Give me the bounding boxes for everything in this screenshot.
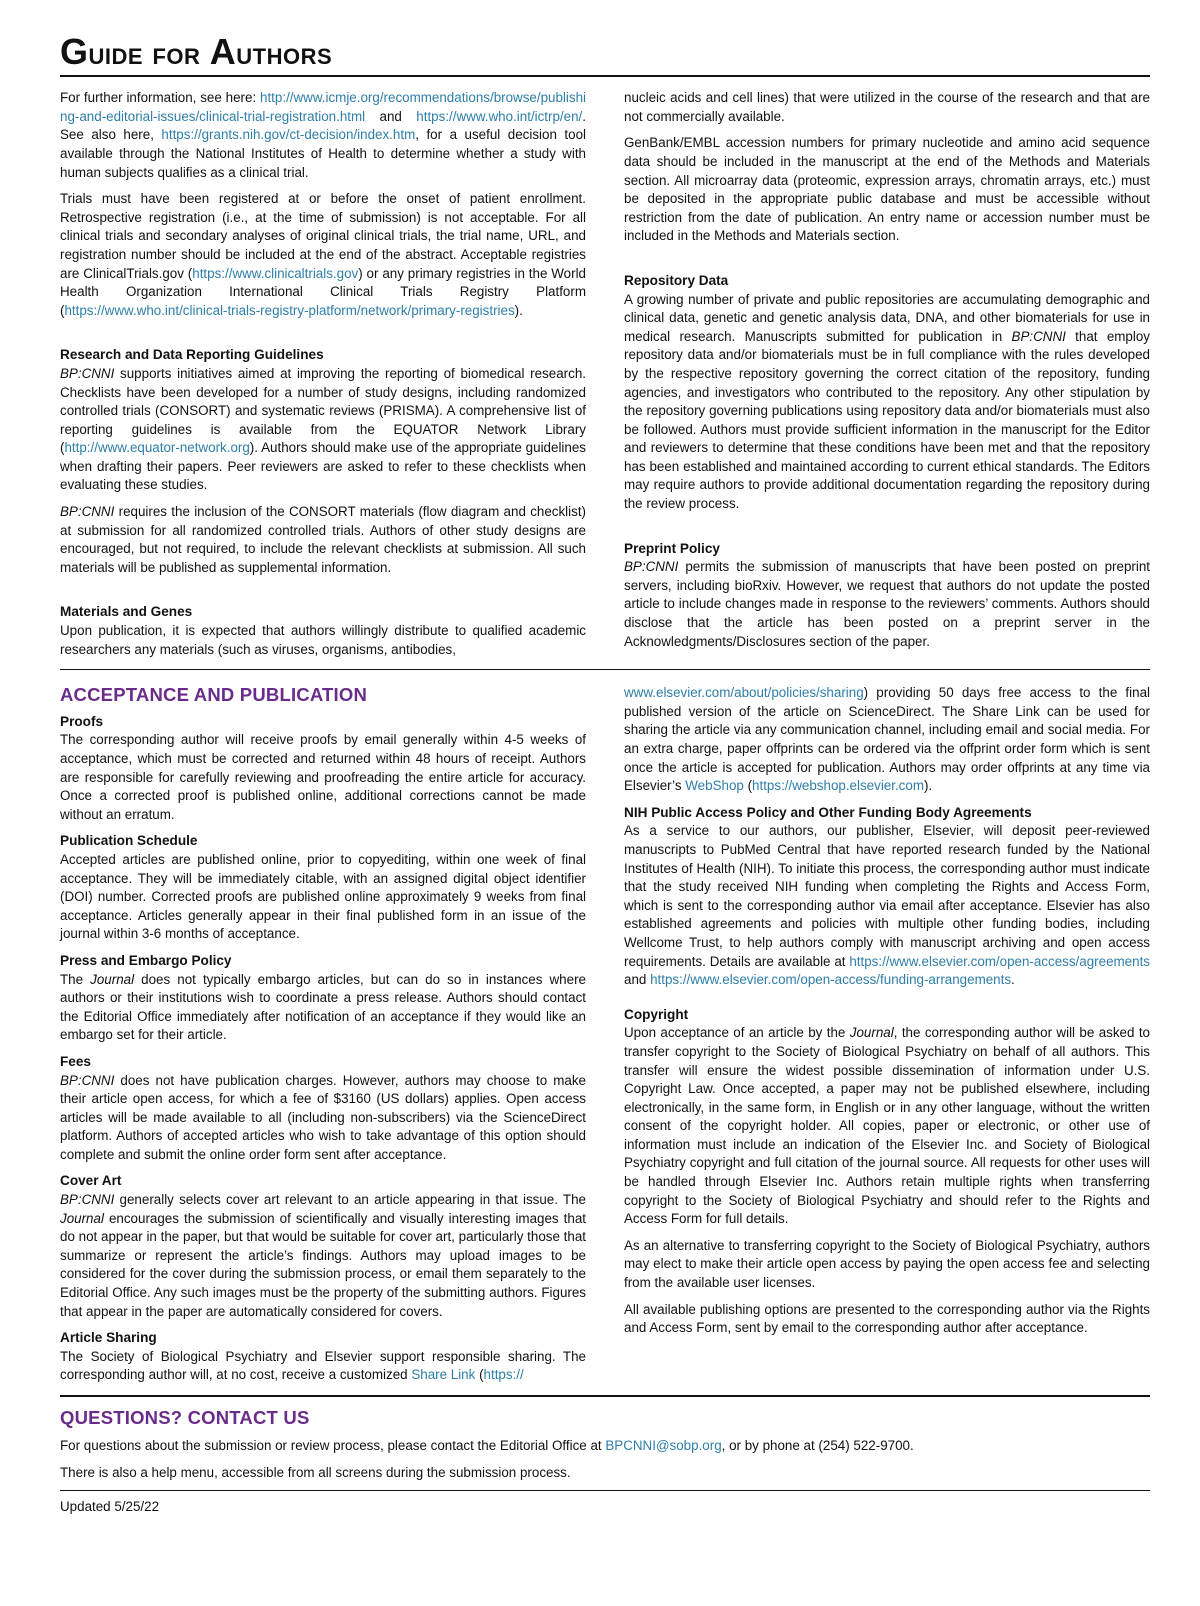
consort-paragraph: BP:CNNI requires the inclusion of the CONSORT materials (flow diagram and checklist) at submission for all randomized controlled trials. Authors of other study designs are encouraged, but not required, to include the relevant checklists at submission. All such materials will be published as supplemental information. [60,504,586,575]
repository-data-heading: Repository Data [624,272,729,288]
who-registries-link[interactable]: https://www.who.int/clinical-trials-registry-platform/network/primary-registries [64,302,515,318]
oa-agreements-link[interactable]: https://www.elsevier.com/open-access/agreements [849,953,1150,969]
equator-link[interactable]: http://www.equator-network.org [64,440,250,456]
top-left-column [60,89,586,667]
page-title: Guide for Authors [60,31,333,72]
icmje-link[interactable]: http://www.icmje.org/recommendations/browse/publishing-and-editorial-issues/clinical-trial-registration.html [60,90,586,124]
clinicaltrials-link[interactable]: https://www.clinicaltrials.gov [192,265,359,281]
copyright-options-paragraph: All available publishing options are presented to the corresponding author via the Rights and Access Form, sent by email to the corresponding author after acceptance. [624,1301,1150,1336]
questions-paragraph: For questions about the submission or review process, please contact the Editorial Office at BPCNNI@sobp.org, or by phone at (254) 522-9700. [60,1438,914,1453]
proofs-heading: Proofs [60,713,104,729]
share-url-start[interactable]: https:// [483,1367,524,1383]
proofs-paragraph: The corresponding author will receive proofs by email generally within 4-5 weeks of acceptance, which must be corrected and returned within 48 hours of receipt. Authors are responsible for carefully reviewing and proofreading the entire article for accuracy. Once a corrected proof is published online, additional corrections cannot be made without an erratum. [60,732,586,822]
repository-paragraph: A growing number of private and public repositories are accumulating demographic and clinical data, genetic and genetic analysis data, DNA, and other biomaterials for use in medical research. Manuscripts submitted for publication in BP:CNNI that employ repository data and/or biomaterials must be in full compliance with the rules developed by the respective repository governing the correct citation of the repository, funding agencies, and investigators who contributed to the repository. Any other stipulation by the repository governing publications using repository data and/or biomaterials must also be followed. Authors must provide sufficient information in the manuscript for the Editor and reviewers to determine that these conditions have been met and that the repository has been established and maintained according to current ethical standards. The Editors may require authors to provide additional documentation regarding the repository during the review process. [624,291,1150,512]
schedule-heading: Publication Schedule [60,833,198,849]
copyright-heading: Copyright [624,1006,689,1022]
fees-paragraph: BP:CNNI does not have publication charges. However, authors may choose to make their article open access, for which a fee of $3160 (US dollars) applies. Open access articles will be made available to all (including non-subscribers) via the ScienceDirect platform. Authors of accepted articles who wish to take advantage of this option should complete and submit the online order form sent after acceptance. [60,1072,586,1162]
clinical-trial-info-paragraph: For further information, see here: http://www.icmje.org/recommendations/browse/publishing-and-editorial-issues/clinical-trial-registration.html and https://www.who.int/ictrp/en/. See also here, https://grants.nih.gov/ct-decision/index.htm, for a useful decision tool available through the National Institutes of Health to determine whether a study with human subjects qualifies as a clinical trial. [60,90,586,180]
share-link[interactable]: Share Link [411,1367,476,1383]
oa-funding-link[interactable]: https://www.elsevier.com/open-access/funding-arrangements [650,972,1012,988]
guide-page [60,30,1150,1514]
research-guidelines-heading: Research and Data Reporting Guidelines [60,347,324,363]
section-rule-2 [60,1395,1150,1397]
acceptance-heading: ACCEPTANCE AND PUBLICATION [60,684,368,706]
copyright-alt-paragraph: As an alternative to transferring copyright to the Society of Biological Psychiatry, authors may elect to make their article open access by paying the open access fee and selecting from the available user licenses. [624,1237,1150,1291]
nih-decision-link[interactable]: https://grants.nih.gov/ct-decision/index.htm [161,127,416,143]
preprint-heading: Preprint Policy [624,540,720,556]
contact-email-link[interactable]: BPCNNI@sobp.org [605,1438,722,1453]
acceptance-right-column [624,684,1150,1393]
questions-section [60,1407,1150,1482]
research-guidelines-paragraph: BP:CNNI supports initiatives aimed at improving the reporting of biomedical research. Checklists have been developed for a number of study designs, including randomized controlled trials (CONSORT) and systematic reviews (PRISMA). A comprehensive list of reporting guidelines is available from the EQUATOR Network Library (http://www.equator-network.org). Authors should make use of the appropriate guidelines when drafting their papers. Peer reviewers are asked to refer to these checklists when evaluating these studies. [60,365,586,493]
genbank-paragraph: GenBank/EMBL accession numbers for primary nucleotide and amino acid sequence data should be included in the manuscript at the end of the Methods and Materials section. All microarray data (proteomic, expression arrays, chromatin arrays, etc.) must be deposited in the appropriate public database and must be accessible without restriction from the date of publication. An entry name or accession number must be included in the Methods and Materials section. [624,135,1150,244]
materials-genes-heading: Materials and Genes [60,604,193,620]
questions-heading: QUESTIONS? CONTACT US [60,1407,310,1428]
share-policy-link[interactable]: www.elsevier.com/about/policies/sharing [624,685,864,701]
materials-paragraph: Upon publication, it is expected that authors willingly distribute to qualified academic researchers any materials (such as viruses, organisms, antibodies, [60,623,586,657]
help-menu-paragraph: There is also a help menu, accessible from all screens during the submission process. [60,1464,571,1480]
sharing-heading: Article Sharing [60,1330,157,1346]
materials-cont-paragraph: nucleic acids and cell lines) that were utilized in the course of the research and that are not commercially available. [624,90,1150,124]
top-section [60,89,1150,667]
top-right-column [624,89,1150,667]
schedule-paragraph: Accepted articles are published online, prior to copyediting, within one week of final acceptance. They will be immediately citable, with an assigned digital object identifier (DOI) number. Corrected proofs are published online approximately 9 weeks from final acceptance. Articles generally appear in their final published form in an issue of the journal within 3-6 months of acceptance. [60,851,586,942]
cover-art-heading: Cover Art [60,1173,122,1189]
press-paragraph: The Journal does not typically embargo articles, but can do so in instances where authors or their institutions wish to coordinate a press release. Authors should contact the Editorial Office immediately after notification of an acceptance if they would like an embargo set for their article. [60,971,586,1043]
cover-art-paragraph: BP:CNNI generally selects cover art relevant to an article appearing in that issue. The Journal encourages the submission of scientifically and visually interesting images that do not appear in the paper, but that would be suitable for cover art, particularly those that summarize or represent the article’s findings. Authors may upload images to be considered for the cover during the submission process, or email them separately to the Editorial Office. Any such images must be the property of the submitting authors. Figures that appear in the paper are automatically considered for covers. [60,1192,586,1319]
preprint-paragraph: BP:CNNI permits the submission of manuscripts that have been posted on preprint servers, including bioRxiv. However, we request that authors do not update the posted article to include changes made in response to the reviewers’ comments. Authors should disclose that the article has been posted on a preprint server in the Acknowledgments/Disclosures section of the paper. [624,559,1150,649]
webshop-url-link[interactable]: https://webshop.elsevier.com [752,778,924,794]
copyright-paragraph: Upon acceptance of an article by the Journal, the corresponding author will be asked to transfer copyright to the Society of Biological Psychiatry on behalf of all authors. This transfer will ensure the widest possible dissemination of information under U.S. Copyright Law. Once accepted, a paper may not be published elsewhere, including electronically, in the same form, in English or in any other language, without the written consent of the copyright holder. All copies, paper or electronic, or other use of information must include an indication of the Elsevier Inc. and Society of Biological Psychiatry copyright and full citation of the journal source. All requests for other uses will be handled through Elsevier Inc. Authors retain multiple rights when transferring copyright to the Society of Biological Psychiatry and should refer to the Rights and Access Form for full details. [624,1025,1150,1227]
acceptance-section [60,684,1150,1393]
fees-heading: Fees [60,1053,91,1069]
title-rule [60,75,1150,77]
acceptance-left-column [60,684,586,1393]
sharing-paragraph: The Society of Biological Psychiatry and Elsevier support responsible sharing. The corresponding author will, at no cost, receive a customized Share Link (https:// [60,1348,586,1383]
nih-heading: NIH Public Access Policy and Other Funding Body Agreements [624,804,1032,820]
trial-registration-paragraph: Trials must have been registered at or before the onset of patient enrollment. Retrospective registration (i.e., at the time of submission) is not acceptable. For all clinical trials and secondary analyses of original clinical trials, the trial name, URL, and registration number should be included at the end of the abstract. Acceptable registries are ClinicalTrials.gov (https://www.clinicaltrials.gov) or any primary registries in the World Health Organization International Clinical Trials Registry Platform (https://www.who.int/clinical-trials-registry-platform/network/primary-registries). [60,191,586,318]
nih-paragraph: As a service to our authors, our publisher, Elsevier, will deposit peer-reviewed manuscripts to PubMed Central that have reported research funded by the National Institutes of Health (NIH). To initiate this process, the corresponding author must indicate that the study received NIH funding when completing the Rights and Access Form, which is sent to the corresponding author via email after acceptance. Elsevier has also established agreements and policies with multiple other funding bodies, including Wellcome Trust, to help authors comply with manuscript archiving and open access requirements. Details are available at https://www.elsevier.com/open-access/agreements and https://www.elsevier.com/open-access/funding-arrangements. [624,823,1150,988]
section-rule-1 [60,669,1150,670]
section-rule-3 [60,1490,1150,1491]
webshop-link[interactable]: WebShop [685,778,744,794]
updated-date: Updated 5/25/22 [60,1499,160,1515]
sharing-cont-paragraph: www.elsevier.com/about/policies/sharing) providing 50 days free access to the final published version of the article on ScienceDirect. The Share Link can be used for sharing the article via any communication channel, including email and social media. For an extra charge, paper offprints can be ordered via the offprint order form which is sent once the article is accepted for publication. Authors may order offprints at any time via Elsevier’s WebShop (https://webshop.elsevier.com). [624,685,1150,794]
press-heading: Press and Embargo Policy [60,952,232,968]
who-ictrp-link[interactable]: https://www.who.int/ictrp/en/ [416,108,583,124]
